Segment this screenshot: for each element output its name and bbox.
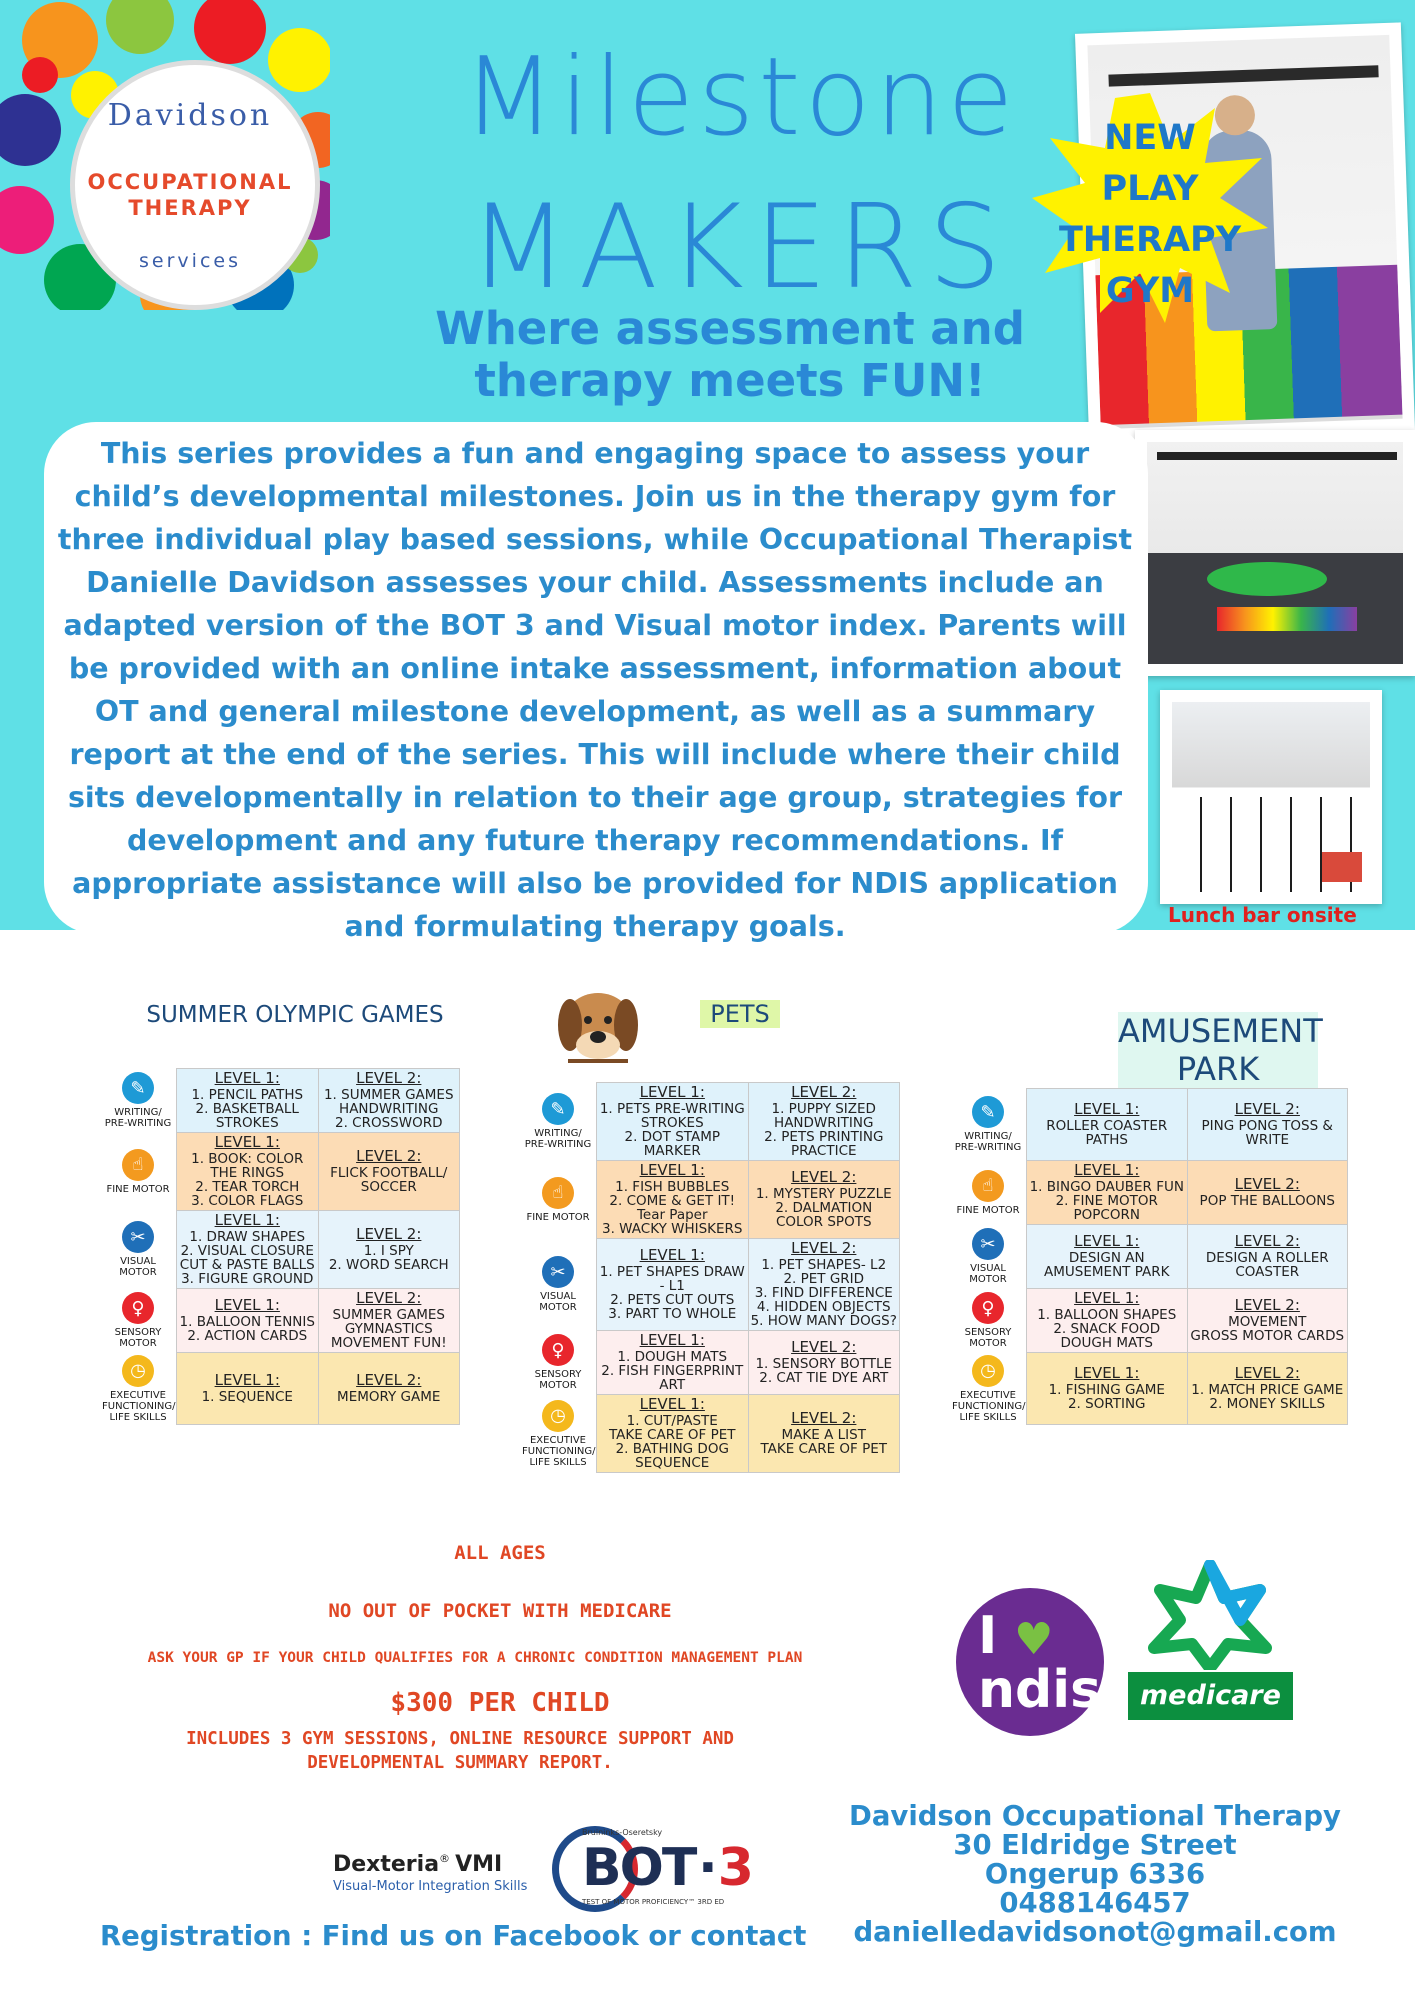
- activity-line: GYMNASTICS: [344, 1321, 433, 1337]
- activity-line: 1. MYSTERY PUZZLE: [755, 1186, 892, 1202]
- level-2-cell: [748, 1239, 900, 1331]
- activity-line: 1. BOOK: COLOR THE RINGS: [191, 1151, 304, 1181]
- activity-line: 3. PART TO WHOLE: [608, 1306, 737, 1322]
- level-heading: LEVEL 2:: [791, 1168, 857, 1186]
- logo: [0, 0, 330, 310]
- registration-text: Registration : Find us on Facebook or contact: [100, 1920, 807, 1952]
- badge-line-1: NEW: [1104, 118, 1196, 158]
- skill-category-label: EXECUTIVE FUNCTIONING/ LIFE SKILLS: [952, 1389, 1026, 1423]
- skill-category: [950, 1353, 1027, 1425]
- activity-line: 2. COME & GET IT!: [609, 1193, 736, 1209]
- program-title-pets: PETS: [700, 1000, 780, 1028]
- level-2-cell: [318, 1133, 460, 1211]
- activity-row: [520, 1161, 900, 1239]
- activity-line: 1. FISHING GAME: [1048, 1382, 1165, 1398]
- skill-category-label: FINE MOTOR: [106, 1183, 170, 1195]
- medicare-star-icon: [1128, 1560, 1293, 1670]
- info-includes: [100, 1727, 820, 1775]
- bot3-text: BOT: [582, 1838, 696, 1898]
- skill-category-label: FINE MOTOR: [956, 1204, 1020, 1216]
- skill-category: [950, 1161, 1027, 1225]
- title-line-1: Milestone: [462, 35, 1018, 160]
- level-heading: LEVEL 2:: [356, 1069, 422, 1087]
- level-2-cell: [318, 1069, 460, 1133]
- skill-category-label: WRITING/ PRE-WRITING: [524, 1128, 592, 1150]
- activity-line: FLICK FOOTBALL/ SOCCER: [330, 1165, 448, 1195]
- intro-text: This series provides a fun and engaging space to assess your child’s developmental milestones. Join us in the therapy gym for three individual play based sessions, while Occupational Therapist Danielle Davidson assesses your child. Assessments include an adapted version of the BOT 3 and Visual motor index. Parents will be provided with an online intake assessment, information about OT and general milestone development, as well as a summary report at the end of the series. This will include where their child sits developmentally in relation to their age group, strategies for development and any future therapy recommendations. If appropriate assistance will also be provided for NDIS application and formulating therapy goals.: [57, 437, 1133, 943]
- level-heading: LEVEL 2:: [791, 1083, 857, 1101]
- dexteria-vmi-logo: [333, 1852, 527, 1894]
- vmi-subtitle: Visual-Motor Integration Skills: [333, 1879, 528, 1894]
- activity-line: TAKE CARE OF PET: [760, 1441, 888, 1457]
- activity-line: 1. PETS PRE-WRITING STROKES: [599, 1101, 745, 1131]
- contact-name: Davidson Occupational Therapy: [849, 1800, 1341, 1832]
- dexteria-text: Dexteria: [333, 1852, 440, 1877]
- level-1-cell: [1027, 1353, 1188, 1425]
- level-heading: LEVEL 1:: [214, 1133, 280, 1151]
- level-heading: LEVEL 2:: [1234, 1364, 1300, 1382]
- person-icon: ♀: [122, 1292, 154, 1324]
- ndis-logo-text: ndis: [978, 1660, 1102, 1720]
- level-2-cell: [748, 1331, 900, 1395]
- skill-category: [100, 1353, 177, 1425]
- activity-line: 2. VISUAL CLOSURE: [180, 1243, 314, 1259]
- contact-town: Ongerup 6336: [984, 1858, 1206, 1890]
- level-2-cell: [318, 1211, 460, 1289]
- info-ages: ALL AGES: [454, 1542, 546, 1564]
- activity-row: [100, 1133, 460, 1211]
- level-heading: LEVEL 1:: [214, 1069, 280, 1087]
- activity-line: 1. SENSORY BOTTLE: [755, 1356, 893, 1372]
- skill-category: [520, 1161, 597, 1239]
- activity-row: [520, 1083, 900, 1161]
- clock-icon: ◷: [542, 1400, 574, 1432]
- dog-icon: [548, 975, 648, 1065]
- activity-line: 3. FIGURE GROUND: [181, 1271, 314, 1287]
- tagline: Where assessment and therapy meets FUN!: [435, 302, 1025, 407]
- activity-line: 3. COLOR FLAGS: [191, 1193, 304, 1209]
- level-2-cell: [748, 1083, 900, 1161]
- level-heading: LEVEL 1:: [1074, 1100, 1140, 1118]
- clock-icon: ◷: [122, 1355, 154, 1387]
- skill-category: [100, 1069, 177, 1133]
- level-heading: LEVEL 1:: [1074, 1232, 1140, 1250]
- scissors-icon: ✂: [542, 1256, 574, 1288]
- level-1-cell: [597, 1239, 749, 1331]
- level-1-cell: [1027, 1225, 1188, 1289]
- program-grid-amusement: [950, 1088, 1348, 1425]
- skill-category: [950, 1225, 1027, 1289]
- activity-line: TAKE CARE OF PET: [608, 1427, 736, 1443]
- level-1-cell: [597, 1161, 749, 1239]
- activity-line: 2. SNACK FOOD DOUGH MATS: [1053, 1321, 1161, 1351]
- level-1-cell: [177, 1289, 319, 1353]
- level-1-cell: [597, 1395, 749, 1473]
- activity-line: 2. DOT STAMP MARKER: [624, 1129, 721, 1159]
- level-1-cell: [597, 1331, 749, 1395]
- level-2-cell: [1187, 1089, 1348, 1161]
- level-heading: LEVEL 1:: [214, 1296, 280, 1314]
- contact-phone[interactable]: 0488146457: [999, 1887, 1191, 1919]
- level-heading: LEVEL 2:: [1234, 1175, 1300, 1193]
- level-heading: LEVEL 1:: [1074, 1289, 1140, 1307]
- skill-category: [520, 1395, 597, 1473]
- level-heading: LEVEL 2:: [356, 1225, 422, 1243]
- activity-line: MOVEMENT: [1228, 1314, 1307, 1330]
- skill-category: [520, 1083, 597, 1161]
- logo-middle-text-2: THERAPY: [128, 196, 252, 220]
- activity-line: 2. FINE MOTOR POPCORN: [1055, 1193, 1158, 1223]
- activity-line: 1. MATCH PRICE GAME: [1191, 1382, 1344, 1398]
- ndis-logo: [956, 1588, 1104, 1736]
- new-gym-badge: [1040, 113, 1260, 317]
- activity-line: 2. FISH FINGERPRINT ART: [601, 1363, 744, 1393]
- activity-line: 2. PETS CUT OUTS: [610, 1292, 735, 1308]
- bot3-subtitle: TEST OF MOTOR PROFICIENCY™ 3RD ED: [582, 1898, 725, 1906]
- level-heading: LEVEL 2:: [791, 1239, 857, 1257]
- activity-line: Tear Paper: [636, 1207, 708, 1223]
- level-1-cell: [177, 1211, 319, 1289]
- level-1-cell: [177, 1353, 319, 1425]
- skill-category-label: SENSORY MOTOR: [114, 1327, 162, 1349]
- level-heading: LEVEL 2:: [1234, 1232, 1300, 1250]
- level-1-cell: [597, 1083, 749, 1161]
- activity-line: 2. BATHING DOG SEQUENCE: [615, 1441, 729, 1471]
- bot3-top-text: Bruininks-Oseretsky: [582, 1828, 663, 1837]
- activity-row: [950, 1225, 1348, 1289]
- medicare-logo: [1128, 1560, 1293, 1730]
- heart-icon: ♥: [1014, 1614, 1054, 1665]
- clock-icon: ◷: [972, 1355, 1004, 1387]
- logo-bottom-text: services: [139, 250, 241, 272]
- gym-photo-2: [1135, 430, 1415, 676]
- activity-line: 3. WACKY WHISKERS: [602, 1221, 743, 1237]
- activity-line: 1. PET SHAPES- L2: [761, 1257, 887, 1273]
- activity-line: 5. HOW MANY DOGS?: [750, 1313, 897, 1329]
- person-icon: ♀: [542, 1334, 574, 1366]
- level-2-cell: [1187, 1289, 1348, 1353]
- activity-line: MEMORY GAME: [337, 1389, 441, 1405]
- activity-line: 4. HIDDEN OBJECTS: [756, 1299, 891, 1315]
- level-heading: LEVEL 1:: [639, 1395, 705, 1413]
- activity-row: [100, 1289, 460, 1353]
- activity-line: 2. SORTING: [1067, 1396, 1146, 1412]
- level-1-cell: [1027, 1161, 1188, 1225]
- badge-line-3: THERAPY: [1058, 220, 1242, 260]
- level-heading: LEVEL 1:: [639, 1161, 705, 1179]
- level-heading: LEVEL 2:: [1234, 1296, 1300, 1314]
- activity-line: 2. WORD SEARCH: [328, 1257, 449, 1273]
- contact-block: [830, 1802, 1360, 1947]
- activity-line: 1. BALLOON TENNIS: [179, 1314, 315, 1330]
- ndis-logo-i: I: [978, 1606, 998, 1666]
- skill-category: [520, 1239, 597, 1331]
- scissors-icon: ✂: [972, 1228, 1004, 1260]
- activity-line: 1. BALLOON SHAPES: [1037, 1307, 1177, 1323]
- level-heading: LEVEL 2:: [356, 1371, 422, 1389]
- info-price: $300 PER CHILD: [390, 1688, 610, 1718]
- activity-row: [100, 1211, 460, 1289]
- level-2-cell: [748, 1161, 900, 1239]
- lunch-bar-photo: [1160, 690, 1382, 904]
- level-2-cell: [1187, 1353, 1348, 1425]
- activity-row: [100, 1353, 460, 1425]
- skill-category: [100, 1211, 177, 1289]
- activity-line: POP THE BALLOONS: [1199, 1193, 1335, 1209]
- lunch-bar-caption: Lunch bar onsite: [1168, 903, 1357, 927]
- activity-row: [100, 1069, 460, 1133]
- activity-row: [520, 1395, 900, 1473]
- activity-line: 1. FISH BUBBLES: [615, 1179, 730, 1195]
- level-heading: LEVEL 2:: [791, 1338, 857, 1356]
- skill-category: [950, 1089, 1027, 1161]
- activity-line: MOVEMENT FUN!: [330, 1335, 447, 1351]
- skill-category-label: SENSORY MOTOR: [534, 1369, 582, 1391]
- activity-line: GROSS MOTOR CARDS: [1190, 1328, 1345, 1344]
- activity-line: 2. TEAR TORCH: [195, 1179, 300, 1195]
- level-2-cell: [748, 1395, 900, 1473]
- contact-email[interactable]: danielledavidsonot@gmail.com: [853, 1916, 1337, 1948]
- level-heading: LEVEL 1:: [639, 1083, 705, 1101]
- medicare-logo-text: medicare: [1128, 1672, 1293, 1720]
- activity-row: [520, 1239, 900, 1331]
- level-2-cell: [1187, 1161, 1348, 1225]
- activity-line: SUMMER GAMES: [332, 1307, 445, 1323]
- pencil-icon: ✎: [542, 1093, 574, 1125]
- level-heading: LEVEL 1:: [214, 1211, 280, 1229]
- activity-row: [950, 1353, 1348, 1425]
- pencil-icon: ✎: [122, 1072, 154, 1104]
- level-1-cell: [1027, 1089, 1188, 1161]
- title-line-2: MAKERS: [468, 180, 1012, 315]
- level-heading: LEVEL 2:: [356, 1147, 422, 1165]
- pencil-icon: ✎: [972, 1096, 1004, 1128]
- activity-row: [520, 1331, 900, 1395]
- activity-line: 2. ACTION CARDS: [187, 1328, 308, 1344]
- level-heading: LEVEL 2:: [356, 1289, 422, 1307]
- hand-icon: ☝: [122, 1149, 154, 1181]
- level-1-cell: [1027, 1289, 1188, 1353]
- activity-line: 1. DRAW SHAPES: [189, 1229, 306, 1245]
- badge-line-4: GYM: [1105, 271, 1195, 311]
- skill-category-label: FINE MOTOR: [526, 1211, 590, 1223]
- activity-line: 1. PET SHAPES DRAW - L1: [599, 1264, 745, 1294]
- skill-category: [100, 1133, 177, 1211]
- contact-street: 30 Eldridge Street: [953, 1829, 1237, 1861]
- activity-row: [950, 1161, 1348, 1225]
- level-heading: LEVEL 1:: [639, 1331, 705, 1349]
- activity-row: [950, 1289, 1348, 1353]
- activity-line: 2. CAT TIE DYE ART: [759, 1370, 889, 1386]
- logo-middle-text-1: OCCUPATIONAL: [87, 170, 293, 194]
- activity-line: 2. BASKETBALL STROKES: [195, 1101, 299, 1131]
- activity-line: 1. BINGO DAUBER FUN: [1029, 1179, 1184, 1195]
- activity-line: 1. CUT/PASTE: [626, 1413, 718, 1429]
- badge-line-2: PLAY: [1101, 169, 1199, 209]
- level-2-cell: [318, 1289, 460, 1353]
- logo-top-text: Davidson: [107, 98, 273, 133]
- skill-category-label: VISUAL MOTOR: [539, 1291, 577, 1313]
- level-2-cell: [318, 1353, 460, 1425]
- vmi-text: VMI: [455, 1852, 503, 1877]
- bot3-number: ·3: [698, 1838, 754, 1898]
- activity-line: 1. PUPPY SIZED HANDWRITING: [771, 1101, 876, 1131]
- activity-line: MAKE A LIST: [781, 1427, 866, 1443]
- level-heading: LEVEL 1:: [214, 1371, 280, 1389]
- skill-category: [950, 1289, 1027, 1353]
- skill-category: [520, 1331, 597, 1395]
- scissors-icon: ✂: [122, 1221, 154, 1253]
- activity-line: 2. DALMATION: [775, 1200, 873, 1216]
- activity-line: 1. SUMMER GAMES HANDWRITING: [323, 1087, 454, 1117]
- level-1-cell: [177, 1133, 319, 1211]
- level-heading: LEVEL 2:: [791, 1409, 857, 1427]
- level-2-cell: [1187, 1225, 1348, 1289]
- info-gp: ASK YOUR GP IF YOUR CHILD QUALIFIES FOR A CHRONIC CONDITION MANAGEMENT PLAN: [147, 1650, 803, 1666]
- skill-category-label: VISUAL MOTOR: [969, 1263, 1007, 1285]
- program-grid-pets: [520, 1082, 900, 1473]
- level-1-cell: [177, 1069, 319, 1133]
- activity-line: DESIGN A ROLLER COASTER: [1205, 1250, 1329, 1280]
- hand-icon: ☝: [972, 1170, 1004, 1202]
- activity-line: 2. PETS PRINTING PRACTICE: [764, 1129, 884, 1159]
- level-heading: LEVEL 2:: [1234, 1100, 1300, 1118]
- level-heading: LEVEL 1:: [1074, 1161, 1140, 1179]
- hand-icon: ☝: [542, 1177, 574, 1209]
- skill-category-label: EXECUTIVE FUNCTIONING/ LIFE SKILLS: [522, 1434, 596, 1468]
- activity-line: 1. DOUGH MATS: [617, 1349, 728, 1365]
- program-title-summer: SUMMER OLYMPIC GAMES: [146, 1002, 444, 1028]
- activity-line: 1. SEQUENCE: [201, 1389, 293, 1405]
- skill-category-label: VISUAL MOTOR: [119, 1256, 157, 1278]
- activity-line: 3. FIND DIFFERENCE: [754, 1285, 893, 1301]
- activity-row: [950, 1089, 1348, 1161]
- activity-line: PING PONG TOSS & WRITE: [1201, 1118, 1333, 1148]
- activity-line: 2. CROSSWORD: [335, 1115, 443, 1131]
- activity-line: 2. PET GRID: [783, 1271, 865, 1287]
- skill-category: [100, 1289, 177, 1353]
- activity-line: 2. MONEY SKILLS: [1209, 1396, 1326, 1412]
- skill-category-label: WRITING/ PRE-WRITING: [954, 1131, 1022, 1153]
- info-medicare: NO OUT OF POCKET WITH MEDICARE: [328, 1600, 672, 1622]
- info-includes-line-1: INCLUDES 3 GYM SESSIONS, ONLINE RESOURCE SUPPORT AND: [186, 1729, 734, 1749]
- skill-category-label: EXECUTIVE FUNCTIONING/ LIFE SKILLS: [102, 1389, 176, 1423]
- program-grid-summer: [100, 1068, 460, 1425]
- activity-line: 1. PENCIL PATHS: [191, 1087, 304, 1103]
- activity-line: COLOR SPOTS: [775, 1214, 872, 1230]
- level-heading: LEVEL 1:: [639, 1246, 705, 1264]
- program-title-amusement: AMUSEMENT PARK: [1118, 1012, 1323, 1088]
- level-heading: LEVEL 1:: [1074, 1364, 1140, 1382]
- activity-line: ROLLER COASTER PATHS: [1046, 1118, 1168, 1148]
- person-icon: ♀: [972, 1292, 1004, 1324]
- activity-line: 1. I SPY: [363, 1243, 414, 1259]
- bot3-logo: [552, 1826, 752, 1906]
- skill-category-label: SENSORY MOTOR: [964, 1327, 1012, 1349]
- skill-category-label: WRITING/ PRE-WRITING: [104, 1107, 172, 1129]
- activity-line: CUT & PASTE BALLS: [179, 1257, 315, 1273]
- registered-mark: ®: [439, 1852, 451, 1865]
- info-includes-line-2: DEVELOPMENTAL SUMMARY REPORT.: [307, 1753, 613, 1773]
- activity-line: DESIGN AN AMUSEMENT PARK: [1044, 1250, 1170, 1280]
